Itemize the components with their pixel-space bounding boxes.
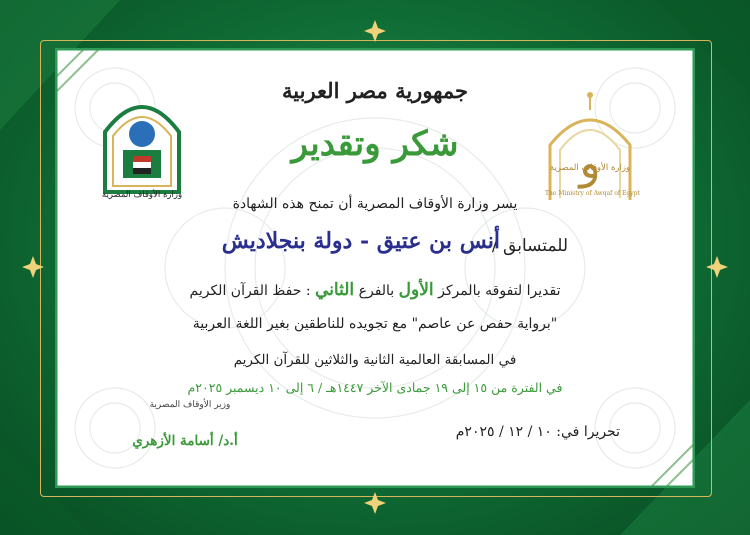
logo-left-caption: وزارة الأوقاف المصرية xyxy=(101,190,183,200)
winner-label: للمتسابق / xyxy=(491,236,569,256)
period-line: في الفترة من ١٥ إلى ١٩ جمادى الآخر ١٤٤٧هـ / ٦ إلى ١٠ ديسمبر ٢٠٢٥م xyxy=(187,380,563,395)
svg-text:و: و xyxy=(579,138,601,189)
gold-star-bottom xyxy=(364,492,386,514)
republic-heading: جمهورية مصر العربية xyxy=(282,78,468,103)
intro-line: يسر وزارة الأوقاف المصرية أن تمنح هذه الشهادة xyxy=(232,196,518,212)
gold-star-left xyxy=(22,256,44,278)
certificate-card xyxy=(55,48,695,488)
rank-line-end: : حفظ القرآن الكريم xyxy=(189,283,311,299)
competition-line: في المسابقة العالمية الثانية والثلاثين للقرآن الكريم xyxy=(233,352,517,368)
branch-number: الثاني xyxy=(315,280,355,300)
date-value: ١٠ / ١٢ / ٢٠٢٥م xyxy=(455,424,552,440)
gold-star-top xyxy=(364,20,386,42)
branch-word: بالفرع xyxy=(358,283,395,299)
issue-date xyxy=(455,424,620,440)
rank-line xyxy=(140,280,610,300)
certificate-title: شكر وتقدير xyxy=(291,124,459,164)
branch-description: "برواية حفص عن عاصم" مع تجويده للناطقين بغير اللغة العربية xyxy=(192,316,558,332)
winner-name: أنس بن عتيق - دولة بنجلاديش xyxy=(221,228,500,254)
logo-right-caption-en: The Ministry of Awqaf of Egypt xyxy=(545,190,640,197)
rank-value: الأول xyxy=(398,280,434,300)
rank-line-start: تقديرا لتفوقه بالمركز xyxy=(438,283,561,299)
awqaf-mosque-logo xyxy=(95,82,189,202)
signature-name: أ.د/ أسامة الأزهري xyxy=(132,433,238,449)
logo-right-caption: وزارة الأوقاف المصرية xyxy=(549,163,631,173)
gold-star-right xyxy=(706,256,728,278)
date-label: تحريرا في: xyxy=(556,424,620,440)
signature-title: وزير الأوقاف المصرية xyxy=(149,400,231,410)
